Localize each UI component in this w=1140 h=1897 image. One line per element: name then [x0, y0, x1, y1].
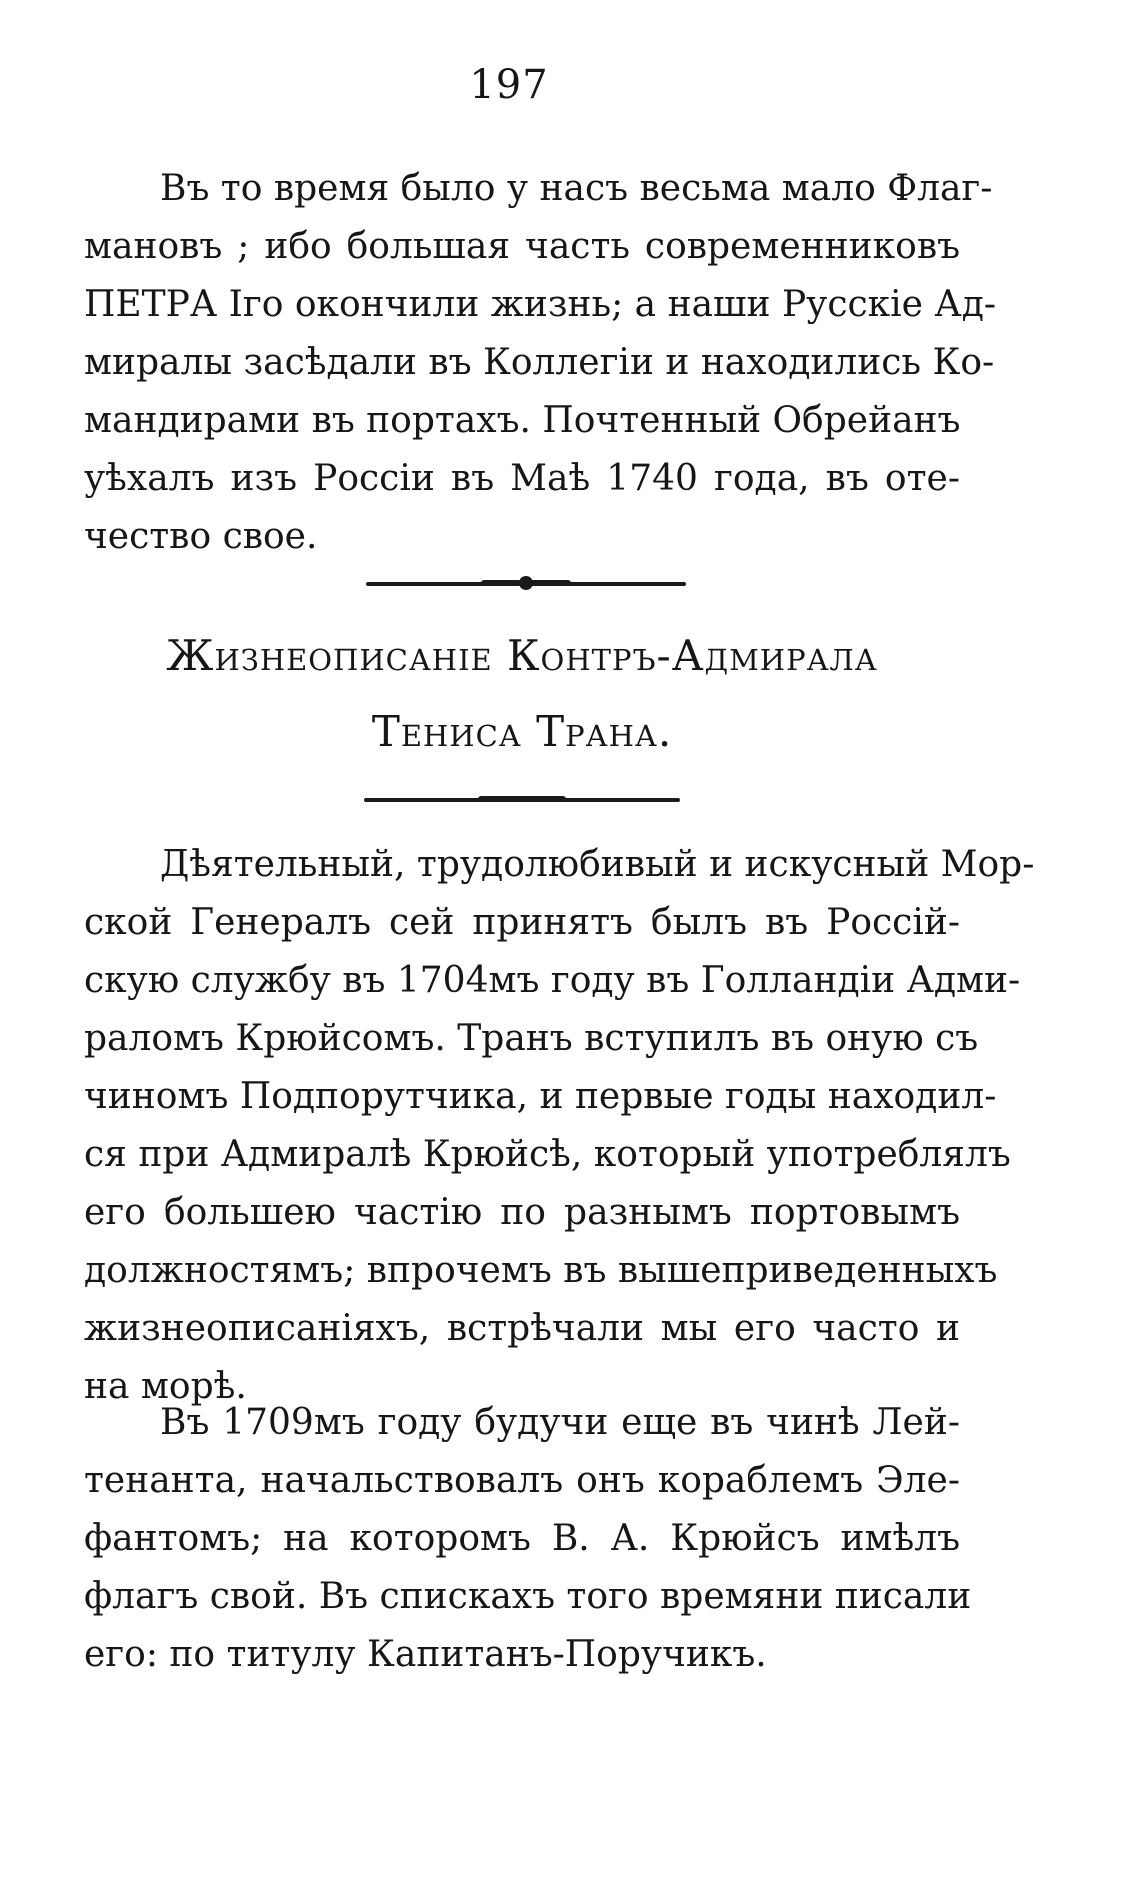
paragraph-line: на морѣ. — [84, 1366, 247, 1407]
paragraph-line: должностямъ; впрочемъ въ вышеприведенныхъ — [84, 1250, 998, 1291]
divider-rule-center — [478, 796, 567, 802]
paragraph-line: ся при Адмиралѣ Крюйсѣ, который употреблялъ — [84, 1134, 1011, 1175]
paragraph-line: Дѣятельный, трудолюбивый и искусный Мор- — [160, 844, 1035, 885]
paragraph-line: ской Генералъ сей принятъ былъ въ Россій- — [84, 902, 960, 943]
paragraph-line: миралы засѣдали въ Коллегіи и находились Ко- — [84, 342, 995, 383]
paragraph-line: флагъ свой. Въ спискахъ того времяни писали — [84, 1576, 972, 1617]
paragraph-line: его большею частію по разнымъ портовымъ — [84, 1192, 960, 1233]
divider-knot — [519, 576, 533, 590]
paragraph-line: мановъ ; ибо большая часть современниковъ — [84, 226, 960, 267]
paragraph-line: тенанта, начальствовалъ онъ кораблемъ Эле- — [84, 1460, 960, 1501]
paragraph-line: фантомъ; на которомъ В. А. Крюйсъ имѣлъ — [84, 1518, 960, 1559]
chapter-title: Жизнеописаніе Контръ-Адмирала — [166, 631, 878, 680]
paragraph-line: чиномъ Подпорутчика, и первые годы находил- — [84, 1076, 997, 1117]
paragraph-line: Въ то время было у насъ весьма мало Флаг- — [160, 168, 993, 209]
paragraph-line: раломъ Крюйсомъ. Транъ вступилъ въ оную съ — [84, 1018, 979, 1059]
paragraph-1 — [84, 160, 997, 566]
paragraph-line: Въ 1709мъ году будучи еще въ чинѣ Лей- — [160, 1402, 960, 1443]
paragraph-line: уѣхалъ изъ Россіи въ Маѣ 1740 года, въ оте- — [84, 458, 960, 499]
paragraph-line: ПЕТРА Iго окончили жизнь; а наши Русскіе Ад- — [84, 284, 997, 325]
paragraph-line: его: по титулу Капитанъ-Поручикъ. — [84, 1634, 767, 1675]
paragraph-line: чество свое. — [84, 516, 318, 557]
paragraph-line: мандирами въ портахъ. Почтенный Обрейанъ — [84, 400, 961, 441]
paragraph-2 — [84, 836, 1035, 1416]
paragraph-line: жизнеописаніяхъ, встрѣчали мы его часто и — [84, 1308, 960, 1349]
page-number: 197 — [469, 62, 549, 108]
paragraph-3 — [84, 1394, 972, 1684]
paragraph-line: скую службу въ 1704мъ году въ Голландіи Адми- — [84, 960, 1021, 1001]
chapter-title-name: Тениса Трана. — [371, 707, 673, 756]
